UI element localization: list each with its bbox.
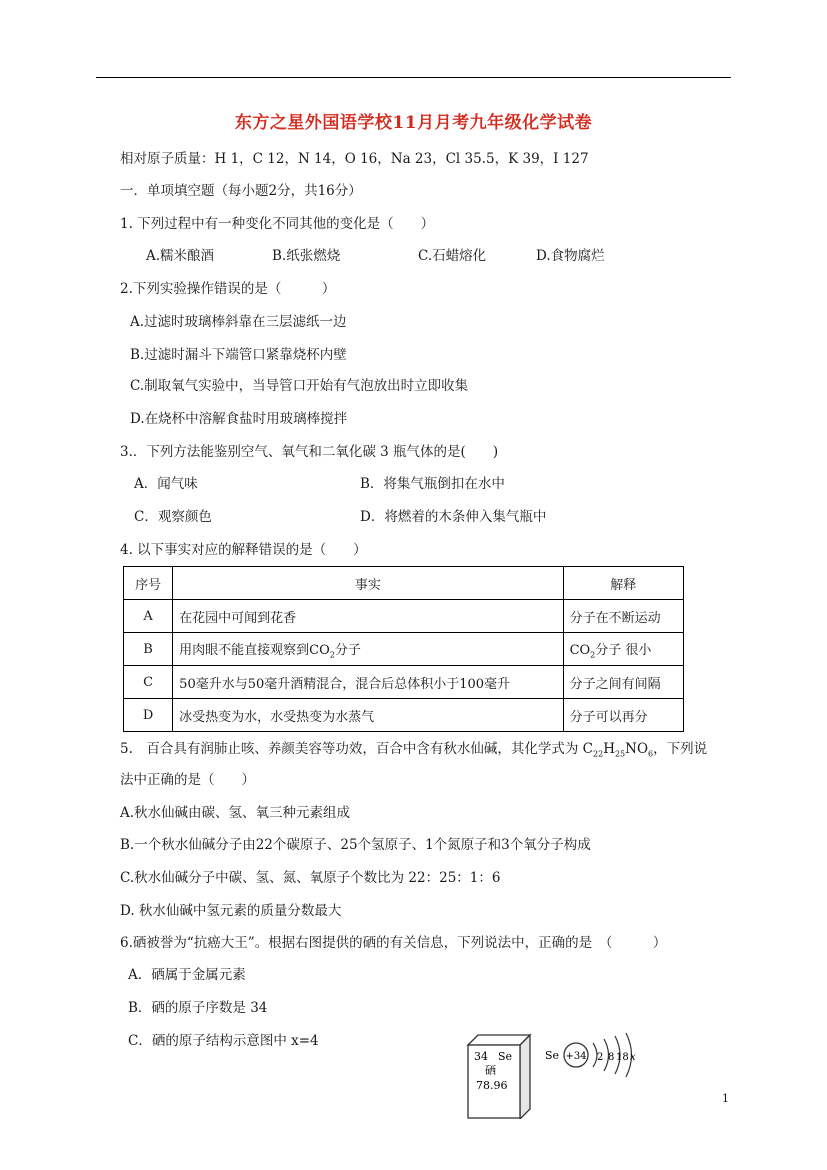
selenium-diagram	[462, 1027, 702, 1119]
shell-count: x	[630, 1052, 636, 1063]
q3-option-a: A．闻气味	[134, 476, 198, 492]
nucleus-charge: +34	[565, 1051, 587, 1062]
element-card	[468, 1035, 530, 1119]
shell-count: 8	[608, 1052, 615, 1063]
q5-option-a: A.秋水仙碱由碳、氢、氧三种元素组成	[120, 805, 351, 821]
q5-option-c: C.秋水仙碱分子中碳、氢、氮、氧原子个数比为 22：25：1：6	[120, 870, 501, 886]
q2-option-a: A.过滤时玻璃棒斜靠在三层滤纸一边	[130, 314, 347, 330]
element-mass: 78.96	[476, 1079, 508, 1092]
atomic-masses: 相对原子质量：H 1，C 12，N 14，O 16，Na 23，Cl 35.5，K 39，I 127	[120, 151, 589, 167]
table-row	[124, 600, 684, 633]
q4-stem: 4. 以下事实对应的解释错误的是（ ）	[120, 542, 367, 558]
row-explanation: 分子之间有间隔	[563, 666, 683, 699]
q6-stem: 6.硒被誉为“抗癌大王”。根据右图提供的硒的有关信息，下列说法中，正确的是 （ ）	[120, 935, 667, 951]
atom-symbol: Se	[545, 1049, 560, 1062]
q2-stem: 2.下列实验操作错误的是（ ）	[120, 281, 336, 297]
q5-stem: 5. 百合具有润肺止咳、养颜美容等功效，百合中含有秋水仙碱，其化学式为 $C_{22}H_{25}NO_6$，下列说	[120, 741, 708, 759]
element-name: 硒	[485, 1064, 496, 1077]
row-explanation: $CO_2$分子 很小	[563, 633, 683, 666]
row-fact: 用肉眼不能直接观察到$CO_2$分子	[173, 633, 563, 666]
element-number: 34	[474, 1050, 488, 1063]
q1-option-d: D.食物腐烂	[536, 248, 605, 264]
q3-option-b: B．将集气瓶倒扣在水中	[360, 476, 505, 492]
row-explanation: 分子可以再分	[563, 699, 683, 732]
header-explanation: 解释	[563, 567, 683, 600]
facts-table	[123, 566, 684, 732]
table-row	[124, 633, 684, 666]
row-fact: 冰受热变为水，水受热变为水蒸气	[173, 699, 563, 732]
q2-option-d: D.在烧杯中溶解食盐时用玻璃棒搅拌	[130, 411, 348, 427]
q6-option-a: A．硒属于金属元素	[128, 967, 246, 983]
header-id: 序号	[124, 567, 173, 600]
q5-stem-continued: 法中正确的是（ ）	[120, 772, 255, 788]
exam-title: 东方之星外国语学校11月月考九年级化学试卷	[234, 113, 593, 133]
q1-stem: 1. 下列过程中有一种变化不同其他的变化是（ ）	[120, 216, 435, 232]
table-header-row	[124, 567, 684, 600]
q3-option-c: C．观察颜色	[134, 509, 212, 525]
row-id: B	[124, 633, 173, 666]
row-id: D	[124, 699, 173, 732]
q2-option-b: B.过滤时漏斗下端管口紧靠烧杯内壁	[130, 347, 347, 363]
q5-option-d: D. 秋水仙碱中氢元素的质量分数最大	[120, 903, 342, 919]
row-fact: 50毫升水与50毫升酒精混合，混合后总体积小于100毫升	[173, 666, 563, 699]
header-fact: 事实	[173, 567, 563, 600]
q2-option-c: C.制取氧气实验中，当导管口开始有气泡放出时立即收集	[130, 378, 469, 394]
section-heading: 一．单项填空题（每小题2分，共16分）	[120, 183, 362, 199]
element-symbol: Se	[498, 1050, 513, 1063]
row-id: A	[124, 600, 173, 633]
row-id: C	[124, 666, 173, 699]
header-rule	[96, 77, 731, 78]
q5-option-b: B.一个秋水仙碱分子由22个碳原子、25个氢原子、1个氮原子和3个氧分子构成	[120, 837, 591, 853]
shell-count: 2	[597, 1052, 604, 1063]
table-row	[124, 699, 684, 732]
q1-option-b: B.纸张燃烧	[272, 248, 341, 264]
row-explanation: 分子在不断运动	[563, 600, 683, 633]
page-number: 1	[722, 1092, 729, 1105]
q6-option-c: C．硒的原子结构示意图中 x=4	[128, 1033, 319, 1049]
q1-option-a: A.糯米酿酒	[146, 248, 215, 264]
q6-option-b: B．硒的原子序数是 34	[128, 1000, 268, 1016]
row-fact: 在花园中可闻到花香	[173, 600, 563, 633]
q3-stem: 3.．下列方法能鉴别空气、氧气和二氧化碳 3 瓶气体的是( )	[120, 444, 499, 460]
q1-option-c: C.石蜡熔化	[418, 248, 487, 264]
q3-option-d: D．将燃着的木条伸入集气瓶中	[360, 509, 547, 525]
atomic-structure	[545, 1033, 636, 1077]
shell-count: 18	[616, 1052, 629, 1063]
table-row	[124, 666, 684, 699]
